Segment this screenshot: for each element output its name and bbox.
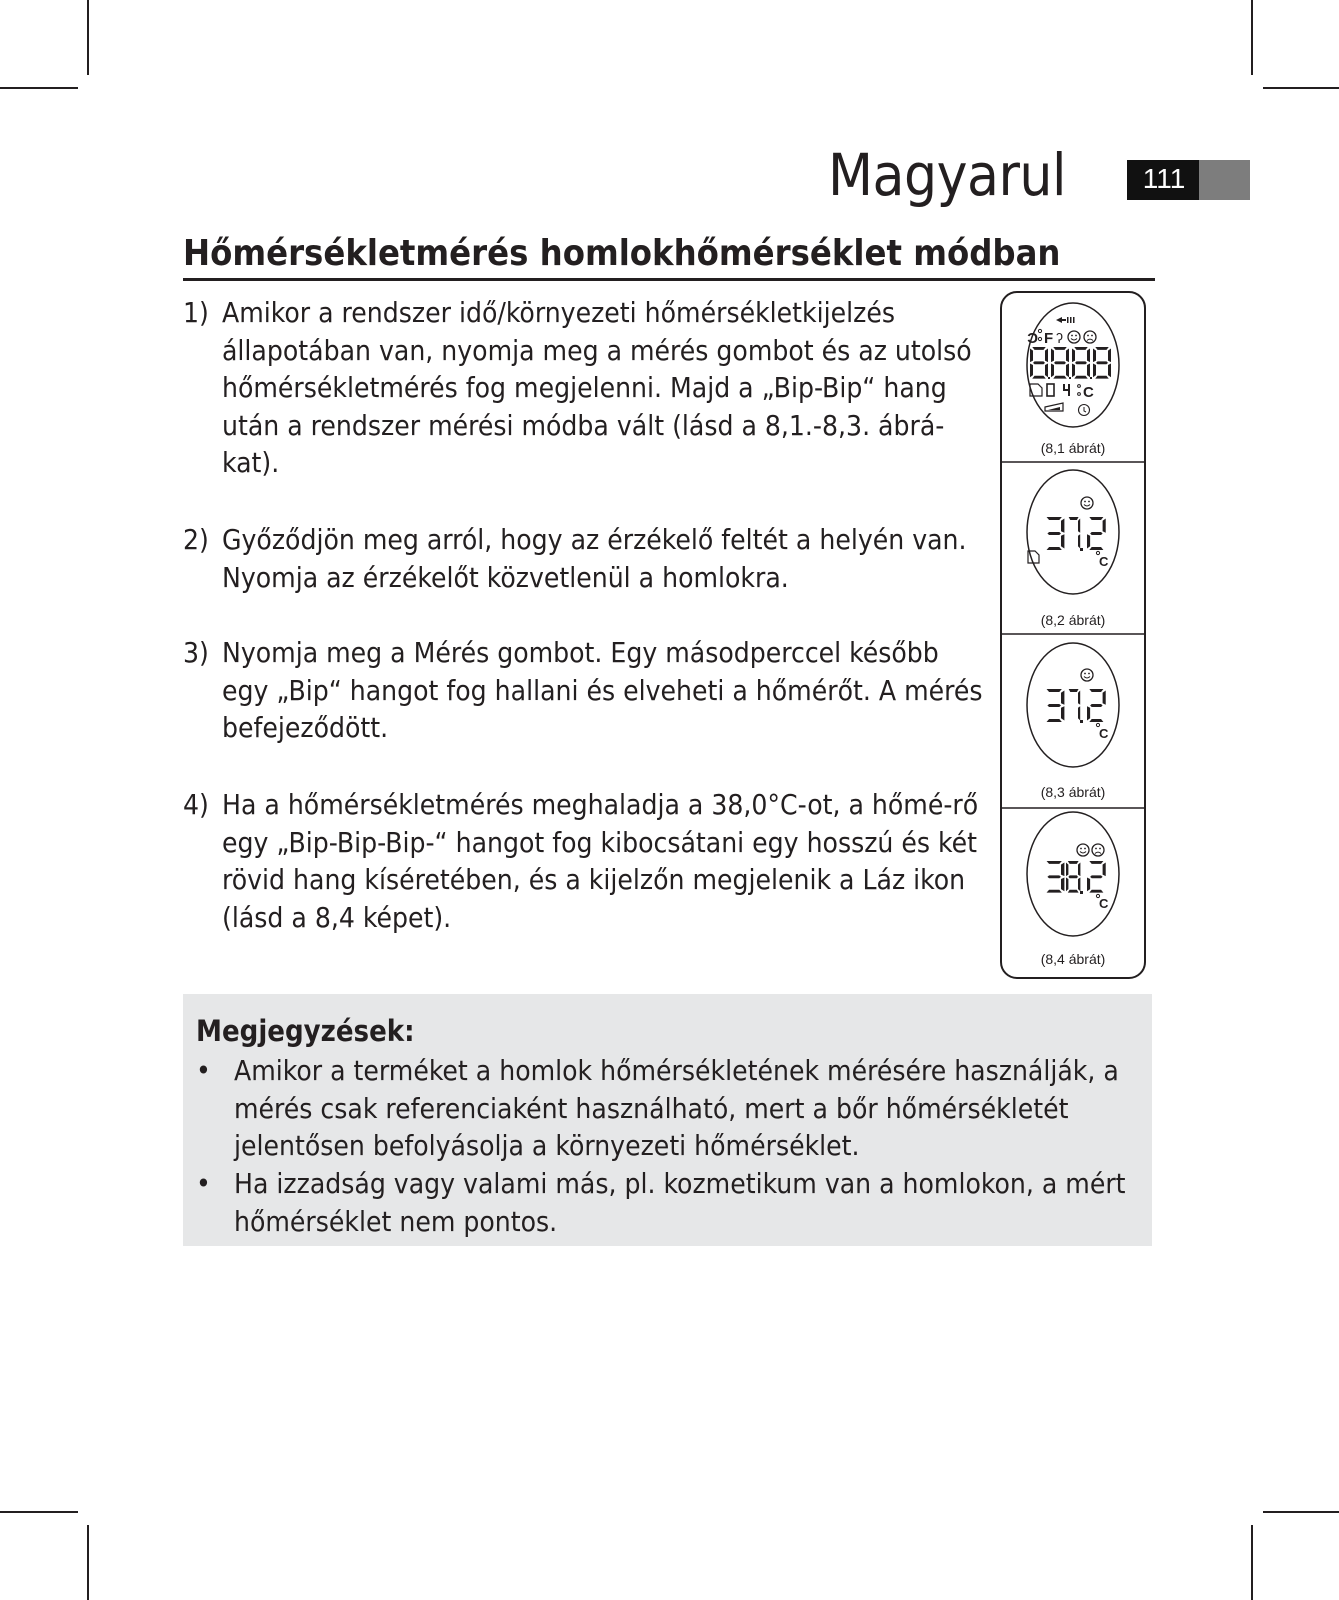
step-item	[183, 786, 993, 936]
step-text: Ha a hőmérsékletmérés meghaladja a 38,0°C-ot, a hőmé-rő egy „Bip-Bip-Bip-“ hangot fog kibocsátani egy hosszú és két rövid hang kíséretében, és a kijelzőn megjelenik a Láz ikon (lásd a 8,4 képet).	[222, 788, 979, 934]
note-text: Amikor a terméket a homlok hőmérsékletének mérésére használják, a mérés csak referenciaként használható, mert a bőr hőmérsékletét jelentősen befolyásolja a környezeti hőmérséklet.	[234, 1054, 1119, 1162]
figure-caption: (8,4 ábrát)	[1040, 951, 1106, 967]
crop-mark	[1263, 1511, 1339, 1513]
page-number-tab	[1127, 160, 1250, 200]
crop-mark	[87, 0, 89, 75]
section-heading: Hőmérsékletmérés homlokhőmérséklet módban	[183, 233, 1061, 274]
crop-mark	[0, 87, 78, 89]
notes-title: Megjegyzések:	[196, 1014, 415, 1048]
crop-mark	[1251, 0, 1253, 75]
step-number: 1)	[183, 296, 209, 329]
note-item	[196, 1165, 1141, 1240]
step-text: Győződjön meg arról, hogy az érzékelő feltét a helyén van. Nyomja az érzékelőt közvetlenül a homlokra.	[222, 523, 967, 594]
language-title: Magyarul	[828, 141, 1066, 209]
bullet-icon: •	[196, 1054, 211, 1087]
crop-mark	[87, 1525, 89, 1600]
svg-text:C: C	[1099, 554, 1109, 569]
step-item	[183, 634, 993, 747]
svg-text:C: C	[1099, 726, 1109, 741]
step-number: 2)	[183, 523, 209, 556]
lcd-figure-column	[1000, 291, 1146, 979]
figure-caption: (8,1 ábrát)	[1040, 440, 1106, 456]
bullet-icon: •	[196, 1167, 211, 1200]
crop-mark	[0, 1511, 78, 1513]
step-text: Amikor a rendszer idő/környezeti hőmérsékletkijelzés állapotában van, nyomja meg a mérés gombot és az utolsó hőmérsékletmérés fog megjelenni. Majd a „Bip-Bip“ hang után a rendszer mérési módba vált (lásd a 8,1.-8,3. ábrá-kat).	[222, 296, 972, 479]
step-number: 3)	[183, 636, 209, 669]
step-text: Nyomja meg a Mérés gombot. Egy másodperccel később egy „Bip“ hangot fog hallani és elveheti a hőmérőt. A mérés befejeződött.	[222, 636, 983, 744]
figure-caption: (8,3 ábrát)	[1040, 784, 1106, 800]
svg-text:C: C	[1099, 896, 1109, 911]
svg-text:C: C	[1027, 330, 1038, 347]
lcd-figures-graphic	[1000, 291, 1146, 979]
step-number: 4)	[183, 788, 209, 821]
step-item	[183, 521, 993, 596]
crop-mark	[1263, 87, 1339, 89]
page-number: 111	[1142, 163, 1186, 194]
svg-text:F: F	[1044, 330, 1054, 347]
svg-text:ʔ: ʔ	[1056, 330, 1063, 346]
note-text: Ha izzadság vagy valami más, pl. kozmetikum van a homlokon, a mért hőmérséklet nem pontos.	[234, 1167, 1126, 1238]
step-item	[183, 294, 993, 482]
crop-mark	[1251, 1525, 1253, 1600]
svg-text:C: C	[1083, 384, 1094, 401]
notes-box	[183, 994, 1152, 1246]
heading-underline	[183, 278, 1155, 281]
note-item	[196, 1052, 1141, 1165]
figure-caption: (8,2 ábrát)	[1040, 612, 1106, 628]
